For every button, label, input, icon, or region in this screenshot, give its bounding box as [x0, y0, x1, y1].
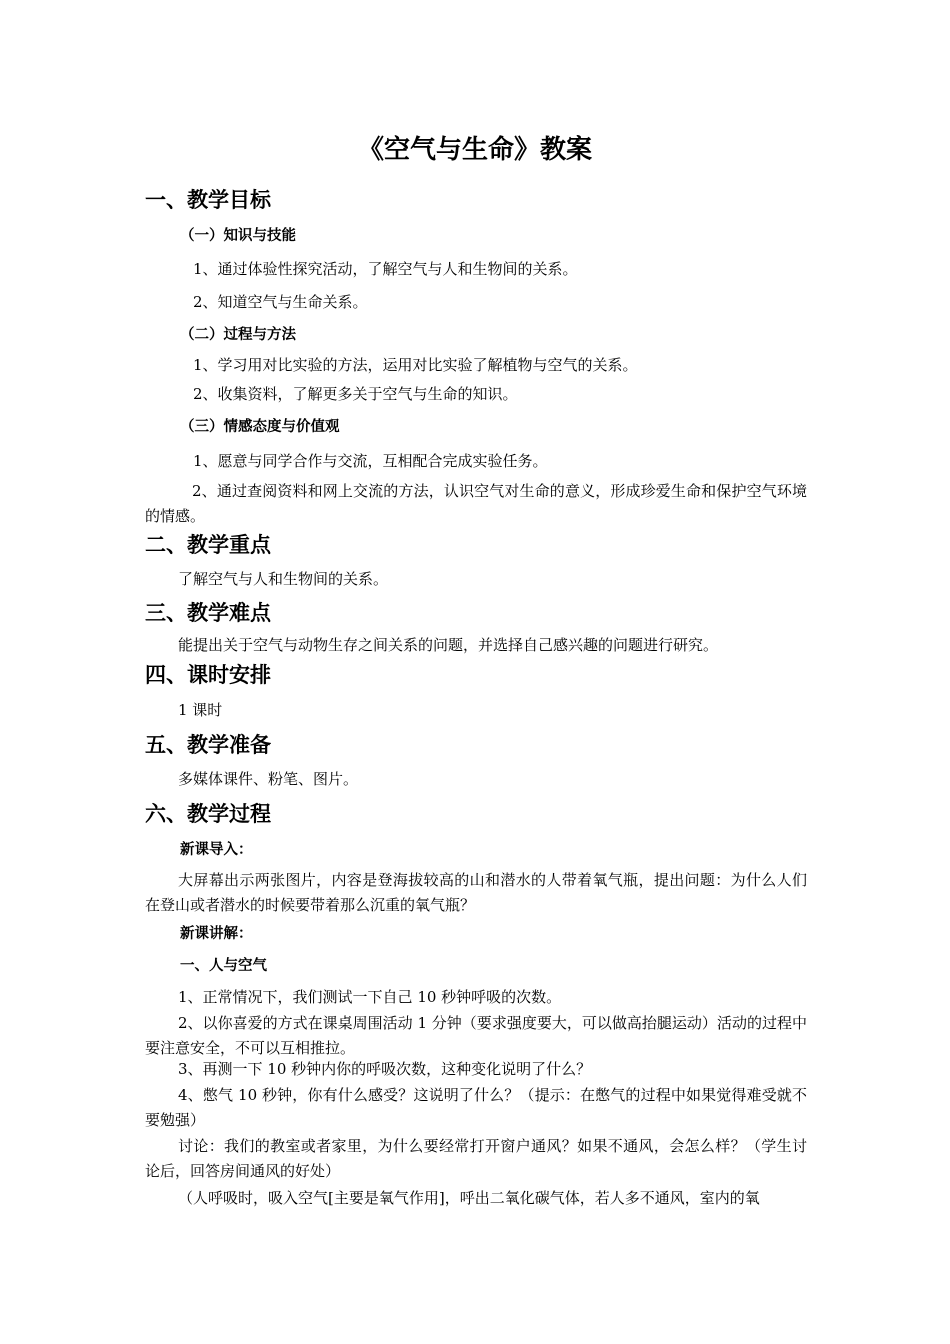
objective-item: 2、收集资料，了解更多关于空气与生命的知识。	[193, 385, 518, 403]
objective-item: 1、学习用对比实验的方法，运用对比实验了解植物与空气的关系。	[193, 356, 638, 374]
objective-item: 1、愿意与同学合作与交流，互相配合完成实验任务。	[193, 452, 548, 470]
section-heading-key-points: 二、教学重点	[145, 533, 271, 557]
document-title: 《空气与生命》教案	[357, 135, 592, 165]
subheading-lecture: 新课讲解：	[180, 926, 253, 942]
paragraph-explanation: （人呼吸时，吸入空气[主要是氧气作用]，呼出二氧化碳气体，若人多不通风，室内的氧	[178, 1189, 760, 1207]
lesson-step: 1、正常情况下，我们测试一下自己 10 秒钟呼吸的次数。	[178, 988, 562, 1006]
subheading-knowledge-skills: （一）知识与技能	[180, 228, 296, 244]
paragraph-intro: 大屏幕出示两张图片，内容是登海拔较高的山和潜水的人带着氧气瓶，提出问题：为什么人们在登山或者潜水的时候要带着那么沉重的氧气瓶？	[145, 871, 807, 914]
section-heading-process: 六、教学过程	[145, 802, 271, 826]
section-body: 了解空气与人和生物间的关系。	[178, 570, 389, 588]
subheading-attitudes-values: （三）情感态度与价值观	[180, 419, 340, 435]
objective-item: 1、通过体验性探究活动，了解空气与人和生物间的关系。	[193, 260, 578, 278]
lesson-step: 2、以你喜爱的方式在课桌周围活动 1 分钟（要求强度要大，可以做高抬腿运动）活动的过程中要注意安全，不可以互相推拉。	[145, 1014, 807, 1057]
section-body: 多媒体课件、粉笔、图片。	[178, 770, 359, 788]
lesson-step: 3、再测一下 10 秒钟内你的呼吸次数，这种变化说明了什么？	[178, 1060, 592, 1078]
subheading-intro: 新课导入：	[180, 842, 253, 858]
objective-item: 2、知道空气与生命关系。	[193, 293, 368, 311]
subheading-people-air: 一、人与空气	[180, 958, 267, 974]
section-heading-difficulties: 三、教学难点	[145, 601, 271, 625]
section-heading-preparation: 五、教学准备	[145, 733, 271, 757]
section-heading-objectives: 一、教学目标	[145, 188, 271, 212]
objective-item: 2、通过查阅资料和网上交流的方法，认识空气对生命的意义，形成珍爱生命和保护空气环境的情感。	[145, 482, 807, 525]
section-body: 1 课时	[178, 701, 223, 719]
section-heading-schedule: 四、课时安排	[145, 663, 271, 687]
section-body: 能提出关于空气与动物生存之间关系的问题，并选择自己感兴趣的问题进行研究。	[178, 636, 719, 654]
subheading-process-methods: （二）过程与方法	[180, 327, 296, 343]
lesson-step: 4、憋气 10 秒钟，你有什么感受？这说明了什么？（提示：在憋气的过程中如果觉得难受就不要勉强）	[145, 1086, 807, 1129]
paragraph-discussion: 讨论：我们的教室或者家里，为什么要经常打开窗户通风？如果不通风，会怎么样？（学生讨论后，回答房间通风的好处）	[145, 1137, 807, 1180]
